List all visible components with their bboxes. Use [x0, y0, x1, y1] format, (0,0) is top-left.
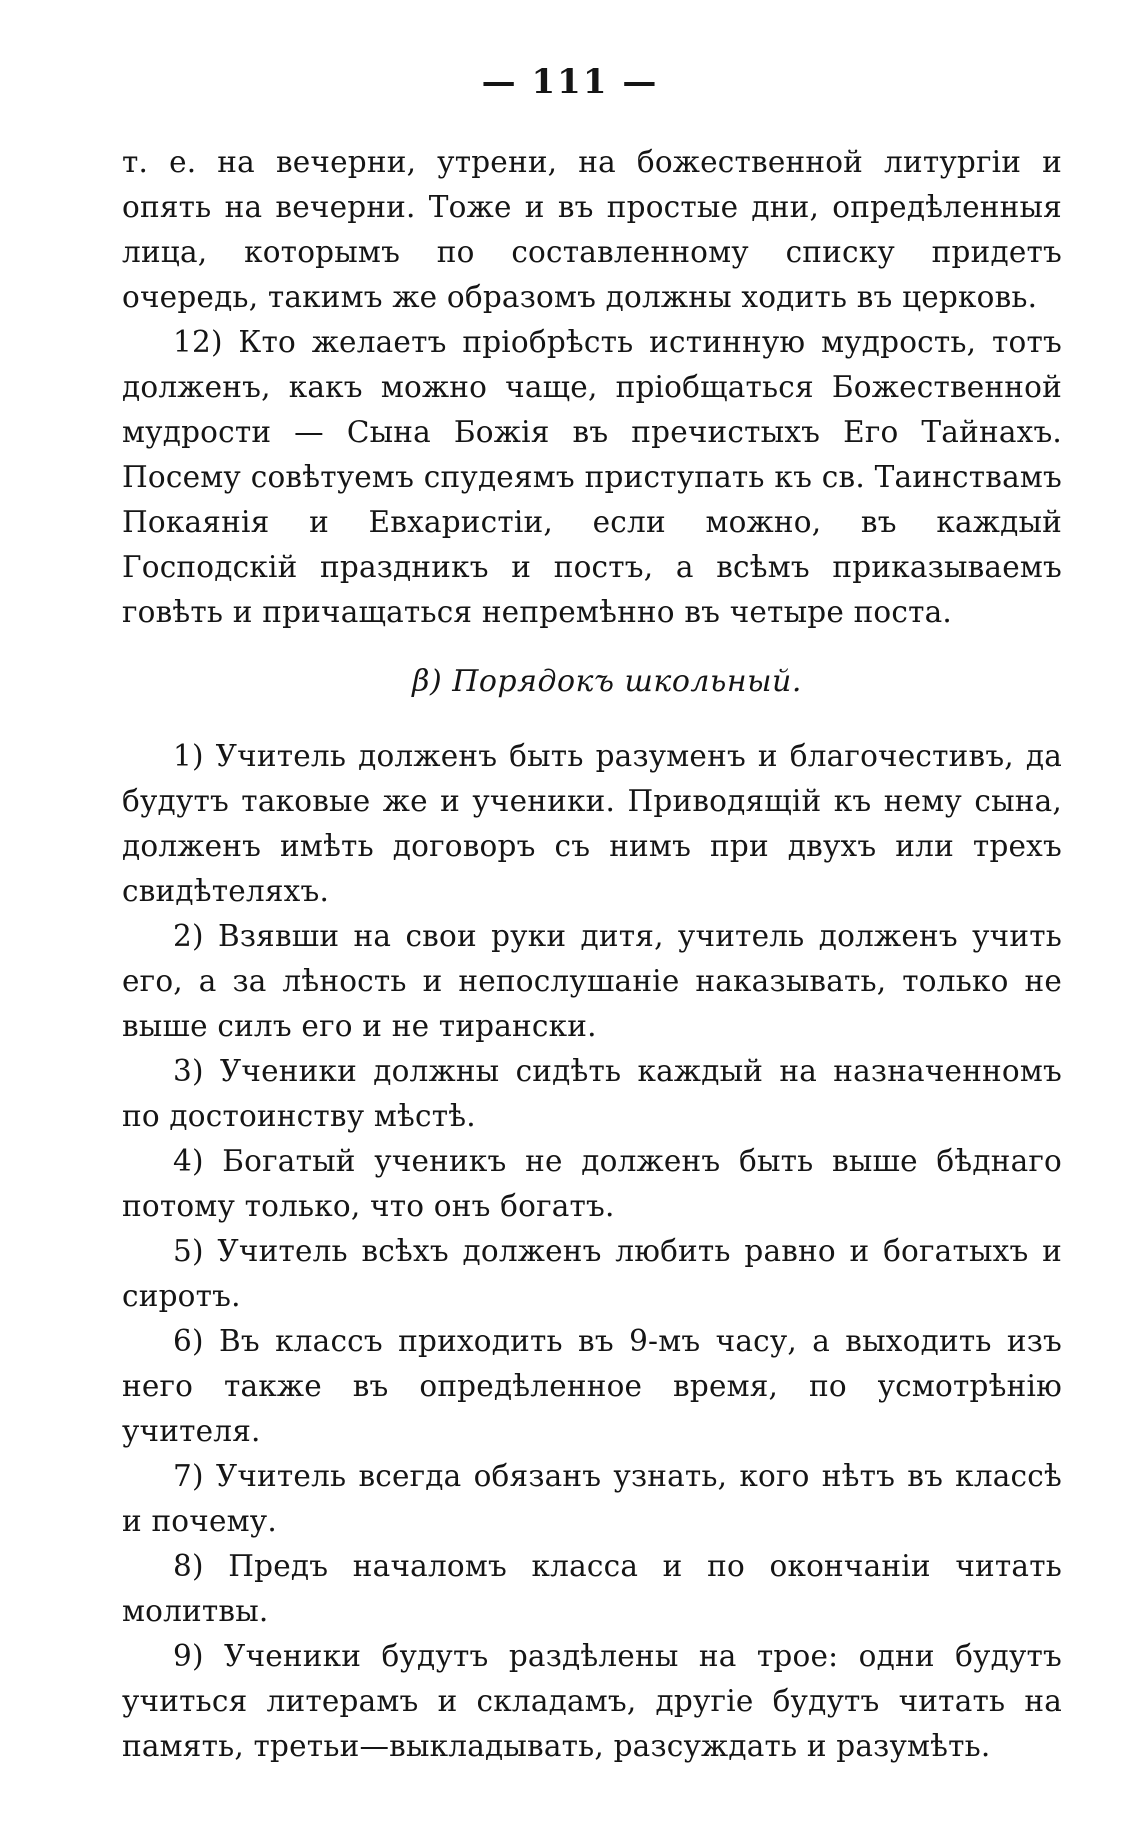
list-item-1: 1) Учитель долженъ быть разуменъ и благочестивъ, да будутъ таковые же и ученики. Приводящій къ нему сына, долженъ имѣть договоръ съ нимъ при двухъ или трехъ свидѣтеляхъ. [122, 739, 1062, 908]
list-item-2: 2) Взявши на свои руки дитя, учитель долженъ учить его, а за лѣность и непослушаніе наказывать, только не выше силъ его и не тирански. [122, 919, 1062, 1043]
list-item-6: 6) Въ классъ приходить въ 9-мъ часу, а выходить изъ него также въ опредѣленное время, по усмотрѣнію учителя. [122, 1324, 1062, 1448]
list-item-5: 5) Учитель всѣхъ долженъ любить равно и богатыхъ и сиротъ. [122, 1234, 1062, 1313]
page-number: — 111 — [481, 62, 659, 102]
list-item-4: 4) Богатый ученикъ не долженъ быть выше бѣднаго потому только, что онъ богатъ. [122, 1144, 1062, 1223]
paragraph-item-12: 12) Кто желаетъ пріобрѣсть истинную мудрость, тотъ долженъ, какъ можно чаще, пріобщаться Божественной мудрости — Сына Божія въ пречистыхъ Его Тайнахъ. Посему совѣтуемъ спудеямъ приступать къ св. Таинствамъ Покаянія и Евхаристіи, если можно, въ каждый Господскій праздникъ и постъ, а всѣмъ приказываемъ говѣть и причащаться непремѣнно въ четыре поста. [122, 325, 1062, 629]
list-item-9: 9) Ученики будутъ раздѣлены на трое: одни будутъ учиться литерамъ и складамъ, другіе будутъ читать на память, третьи—выкладывать, разсуждать и разумѣть. [122, 1639, 1062, 1763]
list-item-7: 7) Учитель всегда обязанъ узнать, кого нѣтъ въ классѣ и почему. [122, 1459, 1062, 1538]
continuation-paragraph: т. е. на вечерни, утрени, на божественной литургіи и опять на вечерни. Тоже и въ простые дни, опредѣленныя лица, которымъ по составленному списку придетъ очередь, такимъ же образомъ должны ходить въ церковь. [122, 145, 1062, 314]
body-text [122, 140, 1062, 1769]
list-item-3: 3) Ученики должны сидѣть каждый на назначенномъ по достоинству мѣстѣ. [122, 1054, 1062, 1133]
list-item-8: 8) Предъ началомъ класса и по окончаніи читать молитвы. [122, 1549, 1062, 1628]
section-heading: β) Порядокъ школьный. [412, 664, 802, 699]
